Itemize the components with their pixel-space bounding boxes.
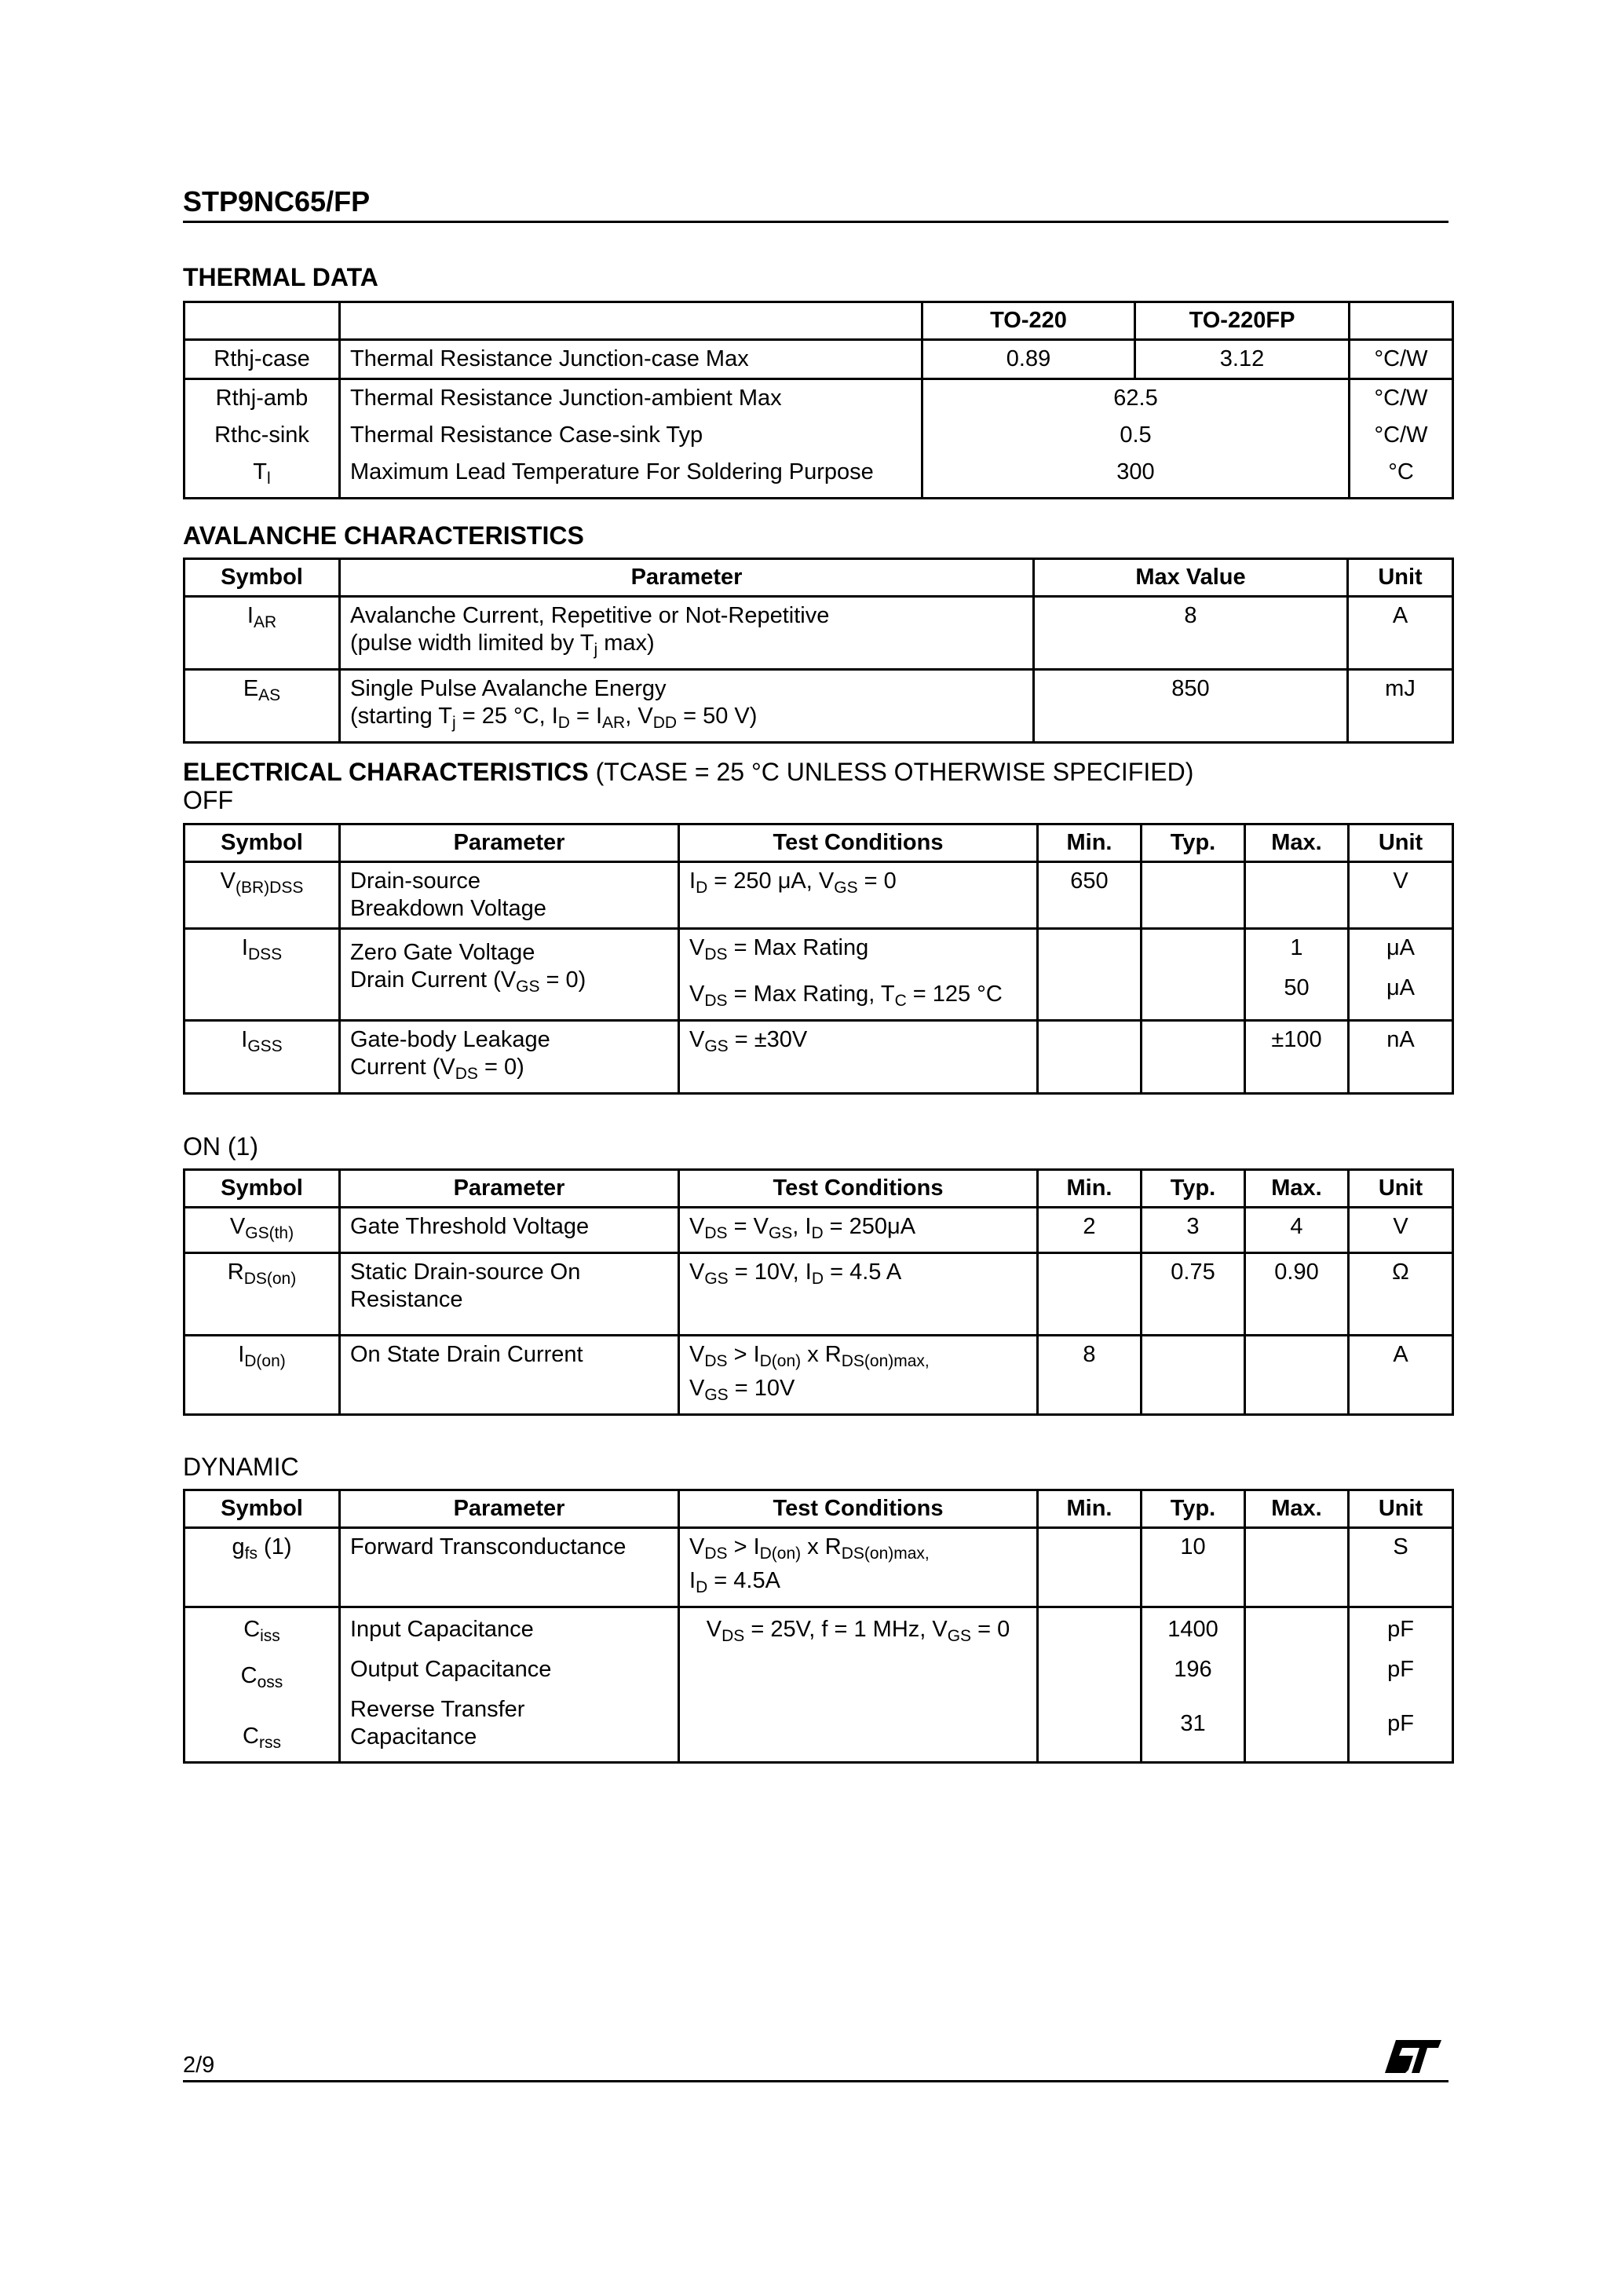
electrical-heading: ELECTRICAL CHARACTERISTICS (TCASE = 25 °C UNLESS OTHERWISE SPECIFIED) — [183, 758, 1194, 786]
dynamic-table — [183, 1489, 1454, 1764]
thermal-heading: THERMAL DATA — [183, 263, 378, 291]
min-cell — [1038, 929, 1142, 1021]
min-cell: 2 — [1038, 1208, 1142, 1253]
unit-cell: μA μA — [1349, 929, 1453, 1021]
symbol-cell: $T_l$ — [184, 454, 340, 499]
header-max: Max. — [1245, 1170, 1349, 1208]
table-header-row — [184, 1170, 1453, 1208]
header-cell — [1350, 302, 1453, 340]
symbol-cell: $C_{iss}$ $C_{oss}$ $C_{rss}$ — [184, 1607, 340, 1763]
parameter-cell: Forward Transconductance — [340, 1528, 679, 1607]
page-title: STP9NC65/FP — [183, 185, 371, 218]
typ-cell — [1142, 929, 1245, 1021]
conditions-cell: $V_{DS} > I_{D(on)}$ x $R_{DS(on)max,}$ $I_D = 4.5A$ — [679, 1528, 1038, 1607]
symbol-cell: $E_{AS}$ — [184, 670, 340, 743]
symbol-cell: $I_{DSS}$ — [184, 929, 340, 1021]
value-cell: 850 — [1034, 670, 1348, 743]
parameter-cell: Input Capacitance Output Capacitance Reverse Transfer Capacitance — [340, 1607, 679, 1763]
table-row — [184, 379, 1453, 418]
conditions-cell: $V_{DS} = 25V$, f = 1 MHz, $V_{GS} = 0$ — [679, 1607, 1038, 1763]
min-cell: 8 — [1038, 1336, 1142, 1415]
header-unit: Unit — [1348, 559, 1453, 597]
table-row — [184, 862, 1453, 929]
on-table — [183, 1168, 1454, 1416]
parameter-cell: Drain-source Breakdown Voltage — [340, 862, 679, 929]
table-row — [184, 670, 1453, 743]
typ-cell — [1142, 1336, 1245, 1415]
header-symbol: Symbol — [184, 1170, 340, 1208]
symbol-cell: $I_{D(on)}$ — [184, 1336, 340, 1415]
value-cell: 0.5 — [922, 417, 1350, 454]
conditions-cell: $V_{DS} = V_{GS}$, $I_D = 250\mu A$ — [679, 1208, 1038, 1253]
max-cell — [1245, 1336, 1349, 1415]
value-cell: 3.12 — [1135, 340, 1350, 379]
header-max: Max. — [1245, 824, 1349, 862]
off-table — [183, 823, 1454, 1095]
header-rule — [183, 221, 1448, 223]
unit-cell: A — [1348, 597, 1453, 670]
parameter-cell: Static Drain-source On Resistance — [340, 1253, 679, 1336]
value-cell: 8 — [1034, 597, 1348, 670]
symbol-cell: Rthj-case — [184, 340, 340, 379]
symbol-cell: Rthc-sink — [184, 417, 340, 454]
header-typ: Typ. — [1142, 1490, 1245, 1528]
header-max: Max. — [1245, 1490, 1349, 1528]
table-row — [184, 1336, 1453, 1415]
avalanche-heading: AVALANCHE CHARACTERISTICS — [183, 521, 584, 550]
min-cell — [1038, 1528, 1142, 1607]
page-number: 2/9 — [183, 2053, 215, 2078]
header-unit: Unit — [1349, 1170, 1453, 1208]
typ-cell: 1400 196 31 — [1142, 1607, 1245, 1763]
parameter-cell: Gate-body Leakage Current $(V_{DS} = 0)$ — [340, 1021, 679, 1094]
header-min: Min. — [1038, 1170, 1142, 1208]
parameter-cell: Avalanche Current, Repetitive or Not-Repetitive (pulse width limited by $T_j$ max) — [340, 597, 1034, 670]
header-parameter: Parameter — [340, 824, 679, 862]
unit-cell: mJ — [1348, 670, 1453, 743]
parameter-cell: Thermal Resistance Junction-case Max — [340, 340, 922, 379]
value-cell: 0.89 — [922, 340, 1135, 379]
header-parameter: Parameter — [340, 1170, 679, 1208]
table-row — [184, 340, 1453, 379]
max-cell: 4 — [1245, 1208, 1349, 1253]
parameter-cell: Thermal Resistance Junction-ambient Max — [340, 379, 922, 418]
header-parameter: Parameter — [340, 559, 1034, 597]
header-cell — [184, 302, 340, 340]
max-cell — [1245, 1607, 1349, 1763]
dynamic-subheading: DYNAMIC — [183, 1453, 299, 1481]
table-row — [184, 1021, 1453, 1094]
header-unit: Unit — [1349, 824, 1453, 862]
symbol-cell: Rthj-amb — [184, 379, 340, 418]
table-row — [184, 1208, 1453, 1253]
value-cell: 62.5 — [922, 379, 1350, 418]
table-row — [184, 929, 1453, 1021]
parameter-cell: Zero Gate Voltage Drain Current $(V_{GS} = 0)$ — [340, 929, 679, 1021]
table-header-row — [184, 302, 1453, 340]
table-row — [184, 454, 1453, 499]
max-cell: 0.90 — [1245, 1253, 1349, 1336]
parameter-cell: Single Pulse Avalanche Energy (starting $T_j = 25$ °C, $I_D = I_{AR}$, $V_{DD} = 50$ V) — [340, 670, 1034, 743]
header-to220: TO-220 — [922, 302, 1135, 340]
symbol-cell: $g_{fs}$ (1) — [184, 1528, 340, 1607]
symbol-cell: $I_{GSS}$ — [184, 1021, 340, 1094]
conditions-cell: $V_{DS} > I_{D(on)}$ x $R_{DS(on)max,}$ $V_{GS} = 10V$ — [679, 1336, 1038, 1415]
table-row — [184, 1253, 1453, 1336]
conditions-cell: $V_{GS} = \pm 30V$ — [679, 1021, 1038, 1094]
header-to220fp: TO-220FP — [1135, 302, 1350, 340]
unit-cell: °C/W — [1350, 340, 1453, 379]
header-cell — [340, 302, 922, 340]
unit-cell: S — [1349, 1528, 1453, 1607]
unit-cell: A — [1349, 1336, 1453, 1415]
table-header-row — [184, 824, 1453, 862]
min-cell — [1038, 1607, 1142, 1763]
unit-cell: V — [1349, 1208, 1453, 1253]
header-test-conditions: Test Conditions — [679, 824, 1038, 862]
table-row — [184, 1528, 1453, 1607]
table-header-row — [184, 1490, 1453, 1528]
min-cell — [1038, 1253, 1142, 1336]
symbol-cell: $V_{GS(th)}$ — [184, 1208, 340, 1253]
conditions-cell: $V_{GS} = 10V$, $I_D = 4.5$ A — [679, 1253, 1038, 1336]
value-cell: 300 — [922, 454, 1350, 499]
parameter-cell: Maximum Lead Temperature For Soldering Purpose — [340, 454, 922, 499]
unit-cell: °C/W — [1350, 417, 1453, 454]
typ-cell: 3 — [1142, 1208, 1245, 1253]
parameter-cell: On State Drain Current — [340, 1336, 679, 1415]
unit-cell: °C/W — [1350, 379, 1453, 418]
unit-cell: pF pF pF — [1349, 1607, 1453, 1763]
unit-cell: Ω — [1349, 1253, 1453, 1336]
table-row — [184, 597, 1453, 670]
header-min: Min. — [1038, 824, 1142, 862]
typ-cell — [1142, 862, 1245, 929]
min-cell — [1038, 1021, 1142, 1094]
header-max-value: Max Value — [1034, 559, 1348, 597]
table-header-row — [184, 559, 1453, 597]
on-subheading: ON (1) — [183, 1132, 258, 1161]
parameter-cell: Gate Threshold Voltage — [340, 1208, 679, 1253]
header-unit: Unit — [1349, 1490, 1453, 1528]
header-parameter: Parameter — [340, 1490, 679, 1528]
header-symbol: Symbol — [184, 559, 340, 597]
min-cell: 650 — [1038, 862, 1142, 929]
thermal-table — [183, 301, 1454, 499]
st-logo-icon — [1382, 2037, 1443, 2078]
off-subheading: OFF — [183, 786, 233, 814]
header-typ: Typ. — [1142, 824, 1245, 862]
footer-rule — [183, 2080, 1448, 2082]
unit-cell: nA — [1349, 1021, 1453, 1094]
max-cell — [1245, 862, 1349, 929]
header-test-conditions: Test Conditions — [679, 1490, 1038, 1528]
conditions-cell: $I_D = 250$ μA, $V_{GS} = 0$ — [679, 862, 1038, 929]
symbol-cell: $R_{DS(on)}$ — [184, 1253, 340, 1336]
table-row — [184, 417, 1453, 454]
symbol-cell: $V_{(BR)DSS}$ — [184, 862, 340, 929]
avalanche-table — [183, 558, 1454, 744]
typ-cell: 0.75 — [1142, 1253, 1245, 1336]
parameter-cell: Thermal Resistance Case-sink Typ — [340, 417, 922, 454]
table-row — [184, 1607, 1453, 1763]
header-min: Min. — [1038, 1490, 1142, 1528]
header-symbol: Symbol — [184, 1490, 340, 1528]
symbol-cell: $I_{AR}$ — [184, 597, 340, 670]
typ-cell: 10 — [1142, 1528, 1245, 1607]
header-symbol: Symbol — [184, 824, 340, 862]
header-test-conditions: Test Conditions — [679, 1170, 1038, 1208]
max-cell: ±100 — [1245, 1021, 1349, 1094]
unit-cell: °C — [1350, 454, 1453, 499]
unit-cell: V — [1349, 862, 1453, 929]
header-typ: Typ. — [1142, 1170, 1245, 1208]
conditions-cell: $V_{DS}$ = Max Rating $V_{DS}$ = Max Rating, $T_C = 125$ °C — [679, 929, 1038, 1021]
max-cell: 1 50 — [1245, 929, 1349, 1021]
typ-cell — [1142, 1021, 1245, 1094]
max-cell — [1245, 1528, 1349, 1607]
